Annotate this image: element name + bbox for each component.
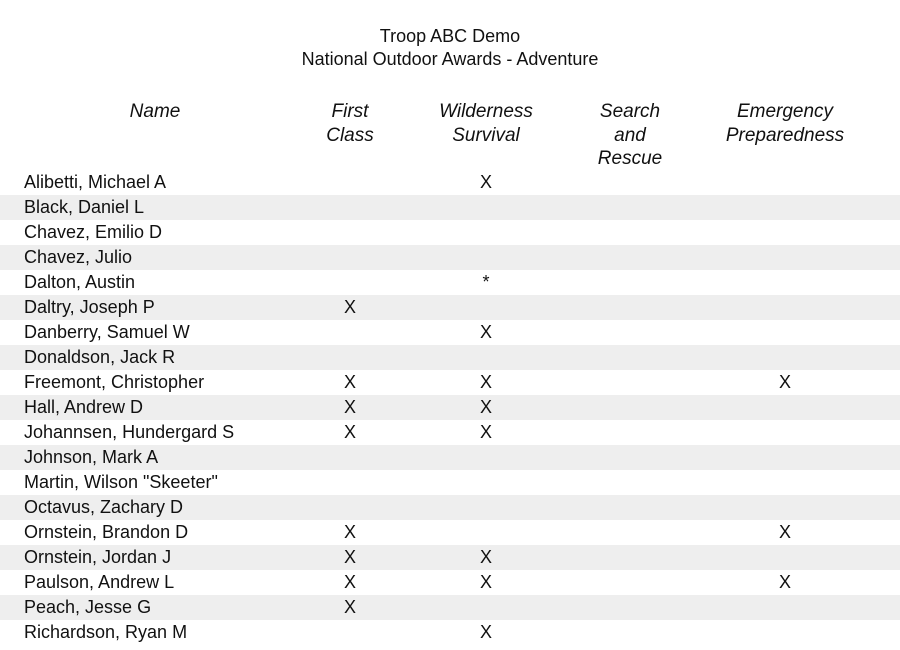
first-class-mark: X [343, 397, 356, 417]
scout-name: Paulson, Andrew L [24, 572, 175, 592]
first-class-mark: X [343, 597, 356, 617]
table-row [0, 420, 900, 445]
first-class-mark: X [343, 547, 356, 567]
first-class-mark: X [343, 297, 356, 317]
wilderness-survival-mark: X [479, 547, 492, 567]
scout-name: Johannsen, Hundergard S [24, 422, 235, 442]
table-row [0, 620, 900, 645]
scout-name: Black, Daniel L [24, 197, 145, 217]
scout-name: Richardson, Ryan M [24, 622, 188, 642]
wilderness-survival-mark: X [479, 322, 492, 342]
table-row [0, 320, 900, 345]
table-row [0, 495, 900, 520]
table-row [0, 170, 900, 195]
column-header-line: and [614, 124, 646, 146]
scout-name: Hall, Andrew D [24, 397, 144, 417]
column-header-wilderness-survival [421, 100, 551, 147]
wilderness-survival-mark: X [479, 372, 492, 392]
wilderness-survival-mark: X [479, 172, 492, 192]
column-header-line: Class [326, 124, 374, 146]
table-row [0, 295, 900, 320]
column-header-line: Emergency [736, 101, 834, 122]
table-row [0, 345, 900, 370]
scout-name: Daltry, Joseph P [24, 297, 155, 317]
table-row [0, 520, 900, 545]
scout-name: Martin, Wilson "Skeeter" [24, 472, 218, 492]
first-class-mark: X [343, 522, 356, 542]
scout-name: Danberry, Samuel W [24, 322, 190, 342]
scout-name: Johnson, Mark A [24, 447, 159, 467]
scout-name: Freemont, Christopher [24, 372, 205, 392]
table-row [0, 445, 900, 470]
wilderness-survival-mark: X [479, 622, 492, 642]
emergency-preparedness-mark: X [778, 372, 791, 392]
table-row [0, 545, 900, 570]
column-header-emergency-preparedness [705, 100, 865, 147]
table-row [0, 245, 900, 270]
column-header-line: Search [599, 101, 661, 122]
wilderness-survival-mark: X [479, 422, 492, 442]
report-subtitle: National Outdoor Awards - Adventure [301, 49, 599, 69]
scout-name: Chavez, Emilio D [24, 222, 163, 242]
table-row [0, 370, 900, 395]
scout-name: Octavus, Zachary D [24, 497, 184, 517]
scout-name: Peach, Jesse G [24, 597, 152, 617]
column-header-line: Name [129, 101, 181, 122]
column-header-line: Wilderness [439, 101, 533, 122]
table-row [0, 395, 900, 420]
column-header-first-class [300, 100, 400, 147]
first-class-mark: X [343, 572, 356, 592]
table-row [0, 195, 900, 220]
column-header-line: Survival [452, 124, 520, 146]
awards-table-body [0, 170, 900, 645]
column-header-search-and-rescue [580, 100, 680, 171]
scout-name: Chavez, Julio [24, 247, 133, 267]
table-row [0, 270, 900, 295]
table-row [0, 595, 900, 620]
wilderness-survival-mark: * [482, 272, 490, 292]
scout-name: Dalton, Austin [24, 272, 136, 292]
emergency-preparedness-mark: X [778, 572, 791, 592]
report-title: Troop ABC Demo [379, 26, 521, 46]
emergency-preparedness-mark: X [778, 522, 791, 542]
column-header-line: Rescue [597, 148, 663, 169]
table-row [0, 570, 900, 595]
scout-name: Donaldson, Jack R [24, 347, 176, 367]
first-class-mark: X [343, 422, 356, 442]
wilderness-survival-mark: X [479, 397, 492, 417]
first-class-mark: X [343, 372, 356, 392]
column-header-line: Preparedness [725, 124, 845, 146]
scout-name: Ornstein, Jordan J [24, 547, 172, 567]
scout-name: Ornstein, Brandon D [24, 522, 189, 542]
table-row [0, 220, 900, 245]
column-header-line: First [331, 101, 369, 122]
column-header-name [95, 100, 215, 124]
table-row [0, 470, 900, 495]
scout-name: Alibetti, Michael A [24, 172, 167, 192]
wilderness-survival-mark: X [479, 572, 492, 592]
